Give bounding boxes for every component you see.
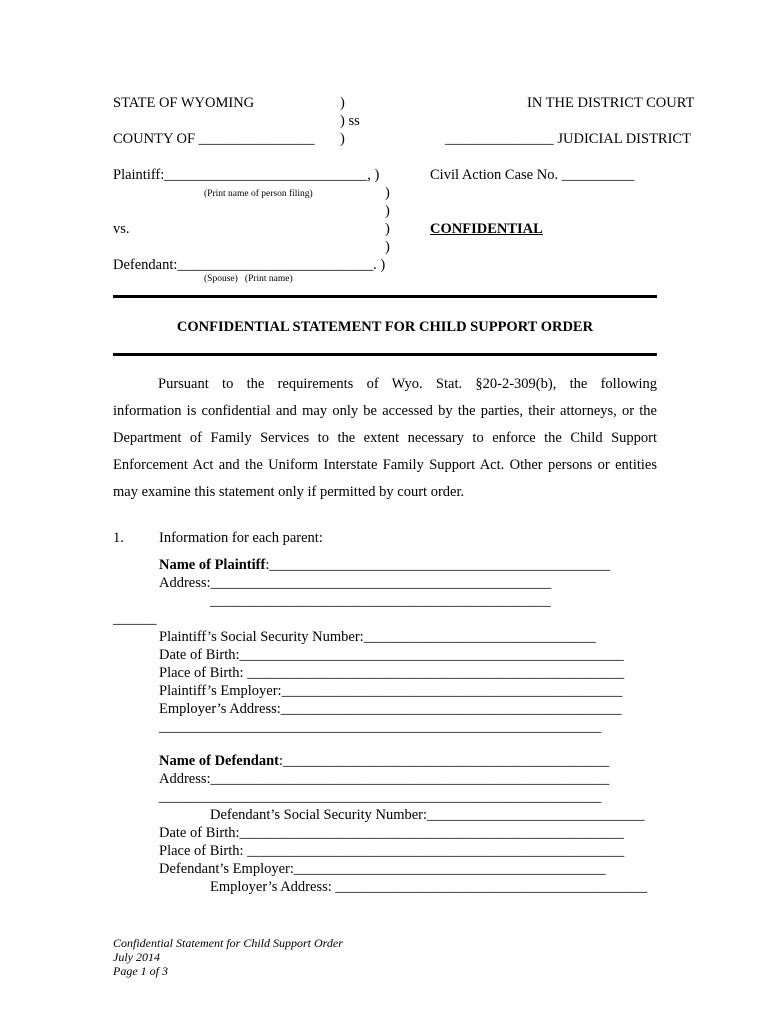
plaintiff-employer-field[interactable]: Plaintiff’s Employer:_______________________________________________ [159,683,623,699]
plaintiff-note: (Print name of person filing) [204,189,313,199]
confidential-label: CONFIDENTIAL [430,221,543,237]
defendant-field[interactable]: Defendant:___________________________. ) [113,257,386,273]
plaintiff-address-field[interactable]: Address:_______________________________________________ [159,575,552,591]
defendant-note: (Spouse) (Print name) [204,274,293,284]
page-title: CONFIDENTIAL STATEMENT FOR CHILD SUPPORT ORDER [176,319,594,335]
intro-paragraph [113,371,657,506]
county-field[interactable]: COUNTY OF ________________ [113,131,315,147]
intro-line-1: Pursuant to the requirements of Wyo. Stat. §20-2-309(b), the following [158,376,657,392]
defendant-address-field[interactable]: Address:_______________________________________________________ [159,771,610,787]
plaintiff-name-label: Name of Plaintiff [159,557,266,573]
caption-paren: ) [385,203,390,219]
caption-paren: ) [385,185,390,201]
caption-paren: ) [340,95,345,111]
defendant-name-field[interactable] [159,752,609,770]
court-label: IN THE DISTRICT COURT [527,95,695,111]
plaintiff-address-cont[interactable]: _______________________________________________ [210,593,551,609]
footer-page: Page 1 of 3 [113,964,168,978]
section-heading: Information for each parent: [159,530,323,546]
state-label: STATE OF WYOMING [113,95,255,111]
divider-bottom [113,353,657,356]
plaintiff-employer-address-field[interactable]: Employer’s Address:_______________________________________________ [159,701,622,717]
caption-paren: ) [385,239,390,255]
defendant-employer-field[interactable]: Defendant’s Employer:___________________________________________ [159,861,606,877]
defendant-name-label: Name of Defendant [159,753,280,769]
defendant-address-cont[interactable]: _____________________________________________________________ [159,789,602,805]
footer-title: Confidential Statement for Child Support Order [113,936,343,950]
defendant-ssn-field[interactable]: Defendant’s Social Security Number:______________________________ [210,807,645,823]
case-number-field[interactable]: Civil Action Case No. __________ [430,167,635,183]
plaintiff-ssn-field[interactable]: Plaintiff’s Social Security Number:________________________________ [159,629,596,645]
caption-paren: ) [340,131,345,147]
defendant-name-line: :_____________________________________________ [279,753,610,769]
defendant-dob-field[interactable]: Date of Birth:_____________________________________________________ [159,825,624,841]
plaintiff-name-field[interactable] [159,556,610,574]
vs-label: vs. [113,221,130,237]
plaintiff-name-line: :_______________________________________________ [265,557,611,573]
caption-paren: ) [385,221,390,237]
footer-date: July 2014 [113,950,160,964]
section-number: 1. [113,530,124,546]
defendant-employer-address-field[interactable]: Employer’s Address: ___________________________________________ [210,879,648,895]
intro-rest: information is confidential and may only be accessed by the parties, their attorneys, or the Department of Family Services to the extent necessary to enforce the Child Support Enforcement Act and the Uniform Interstate Family Support Act. Other persons or entities may examine this statement only if permitted by court order. [113,403,657,500]
district-field[interactable]: _______________ JUDICIAL DISTRICT [445,131,691,147]
plaintiff-dob-field[interactable]: Date of Birth:_____________________________________________________ [159,647,624,663]
divider-top [113,295,657,298]
plaintiff-pob-field[interactable]: Place of Birth: ____________________________________________________ [159,665,625,681]
plaintiff-field[interactable]: Plaintiff:____________________________, ) [113,167,380,183]
short-line: ______ [113,611,157,627]
defendant-pob-field[interactable]: Place of Birth: ____________________________________________________ [159,843,625,859]
caption-paren-ss: ) ss [340,113,360,129]
plaintiff-employer-address-cont[interactable]: _____________________________________________________________ [159,719,602,735]
